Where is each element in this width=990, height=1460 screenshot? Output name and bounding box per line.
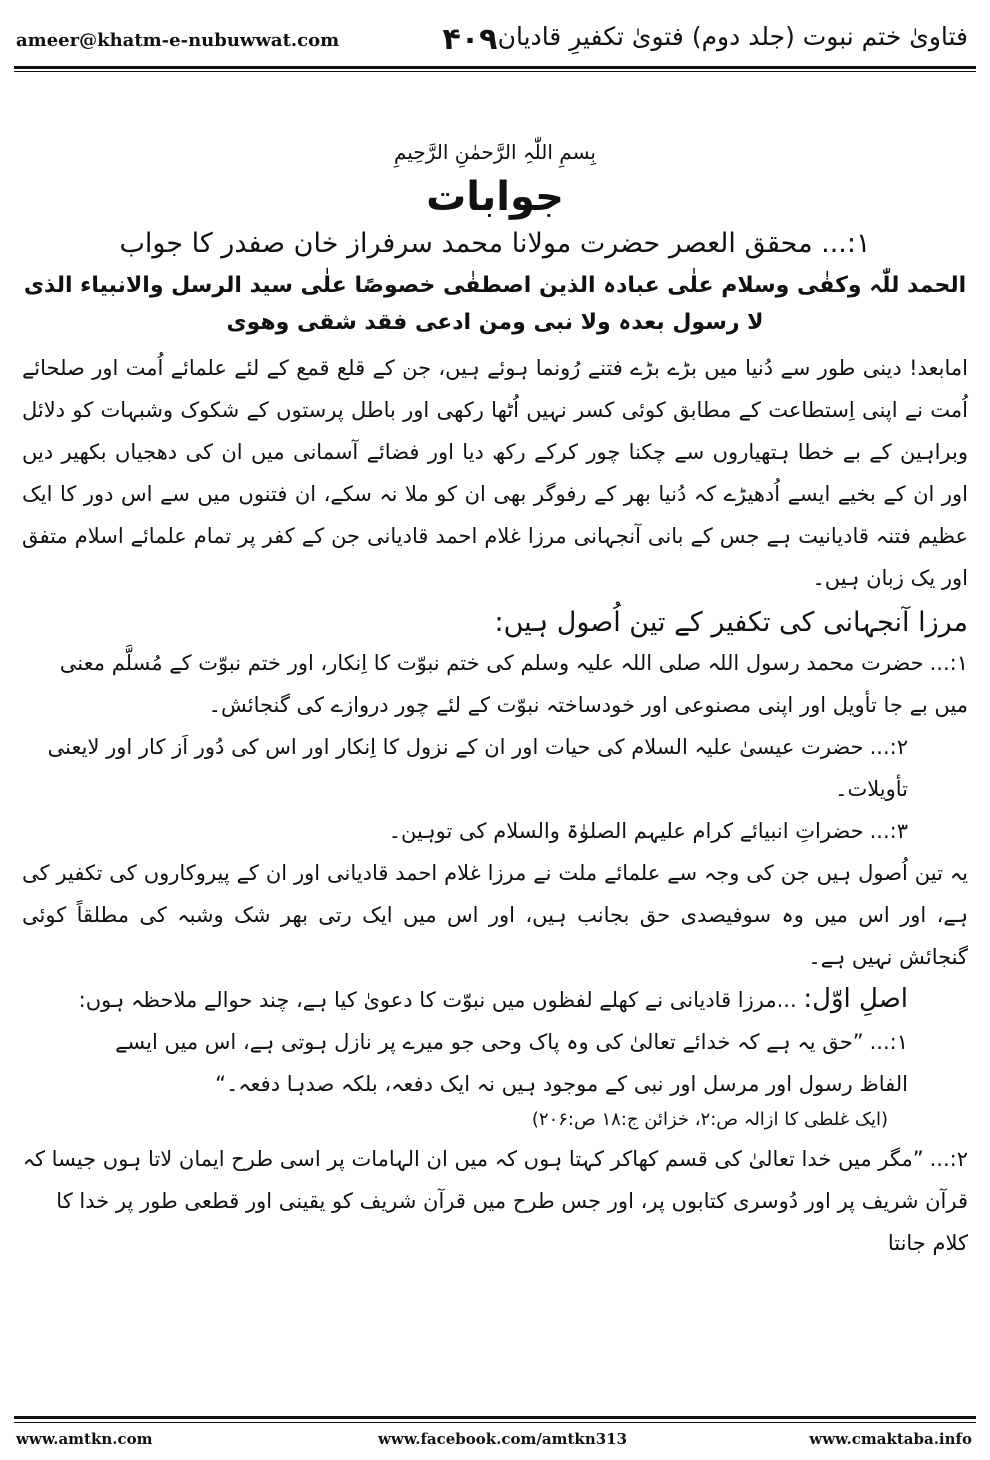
principle-number: ۲:...	[869, 735, 908, 759]
bismillah: بِسمِ اللّٰہِ الرَّحمٰنِ الرَّحِیمِ	[393, 140, 596, 164]
quote-text: ”حق یہ ہے کہ خدائے تعالیٰ کی وہ پاک وحی جو میرے پر نازل ہوتی ہے، اس میں ایسے الفاظ رسول اور مرسل اور نبی کے موجود ہیں نہ ایک دفعہ، بلکہ صدہا دفعہ۔“	[115, 1030, 908, 1096]
page-content	[22, 140, 968, 1264]
principle-one-line	[22, 978, 968, 1021]
principle-number: ۳:...	[869, 819, 908, 843]
principle-number: ۱:...	[929, 651, 968, 675]
principle-one-label: اصلِ اوّل:	[803, 984, 908, 1014]
principle-text: حضراتِ انبیائے کرام علیہم الصلوٰۃ والسلام کی توہین۔	[388, 819, 864, 843]
header-rule-thin	[14, 71, 976, 72]
quote-number: ۲:...	[929, 1147, 968, 1171]
principle-one-intro: ...مرزا قادیانی نے کھلے لفظوں میں نبوّت کا دعویٰ کیا ہے، چند حوالے ملاحظہ ہوں:	[78, 988, 797, 1012]
conclusion-paragraph: یہ تین اُصول ہیں جن کی وجہ سے علمائے ملت نے مرزا غلام احمد قادیانی اور ان کے پیروکاروں کی تکفیر کی ہے، اور اس میں وہ سوفیصدی حق بجانب ہیں، اور اس میں ایک رتی بھر شک وشبہ کی مطلقاً کوئی گنجائش نہیں ہے۔	[22, 861, 968, 969]
section-heading: مرزا آنجہانی کی تکفیر کے تین اُصول ہیں:	[494, 607, 968, 638]
intro-paragraph: امابعد! دینی طور سے دُنیا میں بڑے بڑے فتنے رُونما ہوئے ہیں، جن کے قلع قمع کے لئے علمائے اُمت اور صلحائے اُمت نے اپنی اِستطاعت کے مطابق کوئی کسر نہیں اُٹھا رکھی اور باطل پرستوں کے شکوک وشبہات کو دلائل وبراہین کے بے خطا ہتھیاروں سے چکنا چور کرکے رکھ دیا اور فضائے آسمانی میں ان کی دھجیاں بکھیر دیں اور ان کے بخیے ایسے اُدھیڑے کہ دُنیا بھر کے رفوگر بھی ان کو ملا نہ سکے، ان فتنوں میں سے اس دور کا ایک عظیم فتنہ قادیانیت ہے جس کے بانی آنجہانی مرزا غلام احمد قادیانی جن کے کفر پر تمام علمائے اسلام متفق اور یک زبان ہیں۔	[22, 356, 968, 590]
principle-text: حضرت عیسیٰ علیہ السلام کی حیات اور ان کے نزول کا اِنکار اور اس کی دُور اَز کار اور لایعنی تأویلات۔	[47, 735, 908, 801]
header-email[interactable]: ameer@khatm-e-nubuwwat.com	[16, 30, 340, 51]
main-heading: جوابات	[426, 174, 564, 220]
footer-link-amtkn[interactable]: www.amtkn.com	[16, 1430, 153, 1448]
footer-link-facebook[interactable]: www.facebook.com/amtkn313	[378, 1430, 628, 1448]
principle-text: حضرت محمد رسول اللہ صلی اللہ علیہ وسلم کی ختم نبوّت کا اِنکار، اور ختم نبوّت کے مُسلَّم معنی میں بے جا تأویل اور اپنی مصنوعی اور خودساختہ نبوّت کے لئے چور دروازے کی گنجائش۔	[59, 651, 968, 717]
page-number: ۴۰۹	[442, 22, 498, 57]
principle-item	[22, 810, 968, 852]
arabic-invocation-line-2: لا رسول بعدہ ولا نبی ومن ادعی فقد شقی وھوی	[226, 310, 764, 335]
footer-rule-thin	[14, 1422, 976, 1423]
book-title: فتاویٰ ختم نبوت (جلد دوم) فتویٰ تکفیرِ قادیان	[497, 22, 968, 51]
page-header	[0, 0, 990, 80]
quote-2	[22, 1138, 968, 1264]
page-footer	[0, 1408, 990, 1460]
quote-text: ”مگر میں خدا تعالیٰ کی قسم کھاکر کہتا ہوں کہ میں ان الہامات پر اسی طرح ایمان لاتا ہوں جیسا کہ قرآن شریف پر اور دُوسری کتابوں پر، اور جس طرح میں قرآن شریف کو یقینی اور قطعی طور پر خدا کا کلام جانتا	[22, 1147, 968, 1255]
principle-item	[22, 642, 968, 726]
quote-1	[22, 1021, 968, 1105]
subheading: ۱:... محقق العصر حضرت مولانا محمد سرفراز خان صفدر کا جواب	[119, 228, 871, 259]
quote-1-reference: (ایک غلطی کا ازالہ ص:۲، خزائن ج:۱۸ ص:۲۰۶)	[531, 1109, 888, 1130]
arabic-invocation-line-1: الحمد للّٰہ وکفٰی وسلام علٰی عبادہ الذین اصطفٰی خصوصًا علٰی سید الرسل والانبیاء الذی	[23, 273, 967, 298]
quote-number: ۱:...	[869, 1030, 908, 1054]
footer-rule-thick	[14, 1416, 976, 1419]
footer-link-cmaktaba[interactable]: www.cmaktaba.info	[809, 1430, 972, 1448]
header-rule-thick	[14, 66, 976, 69]
principle-item	[22, 726, 968, 810]
